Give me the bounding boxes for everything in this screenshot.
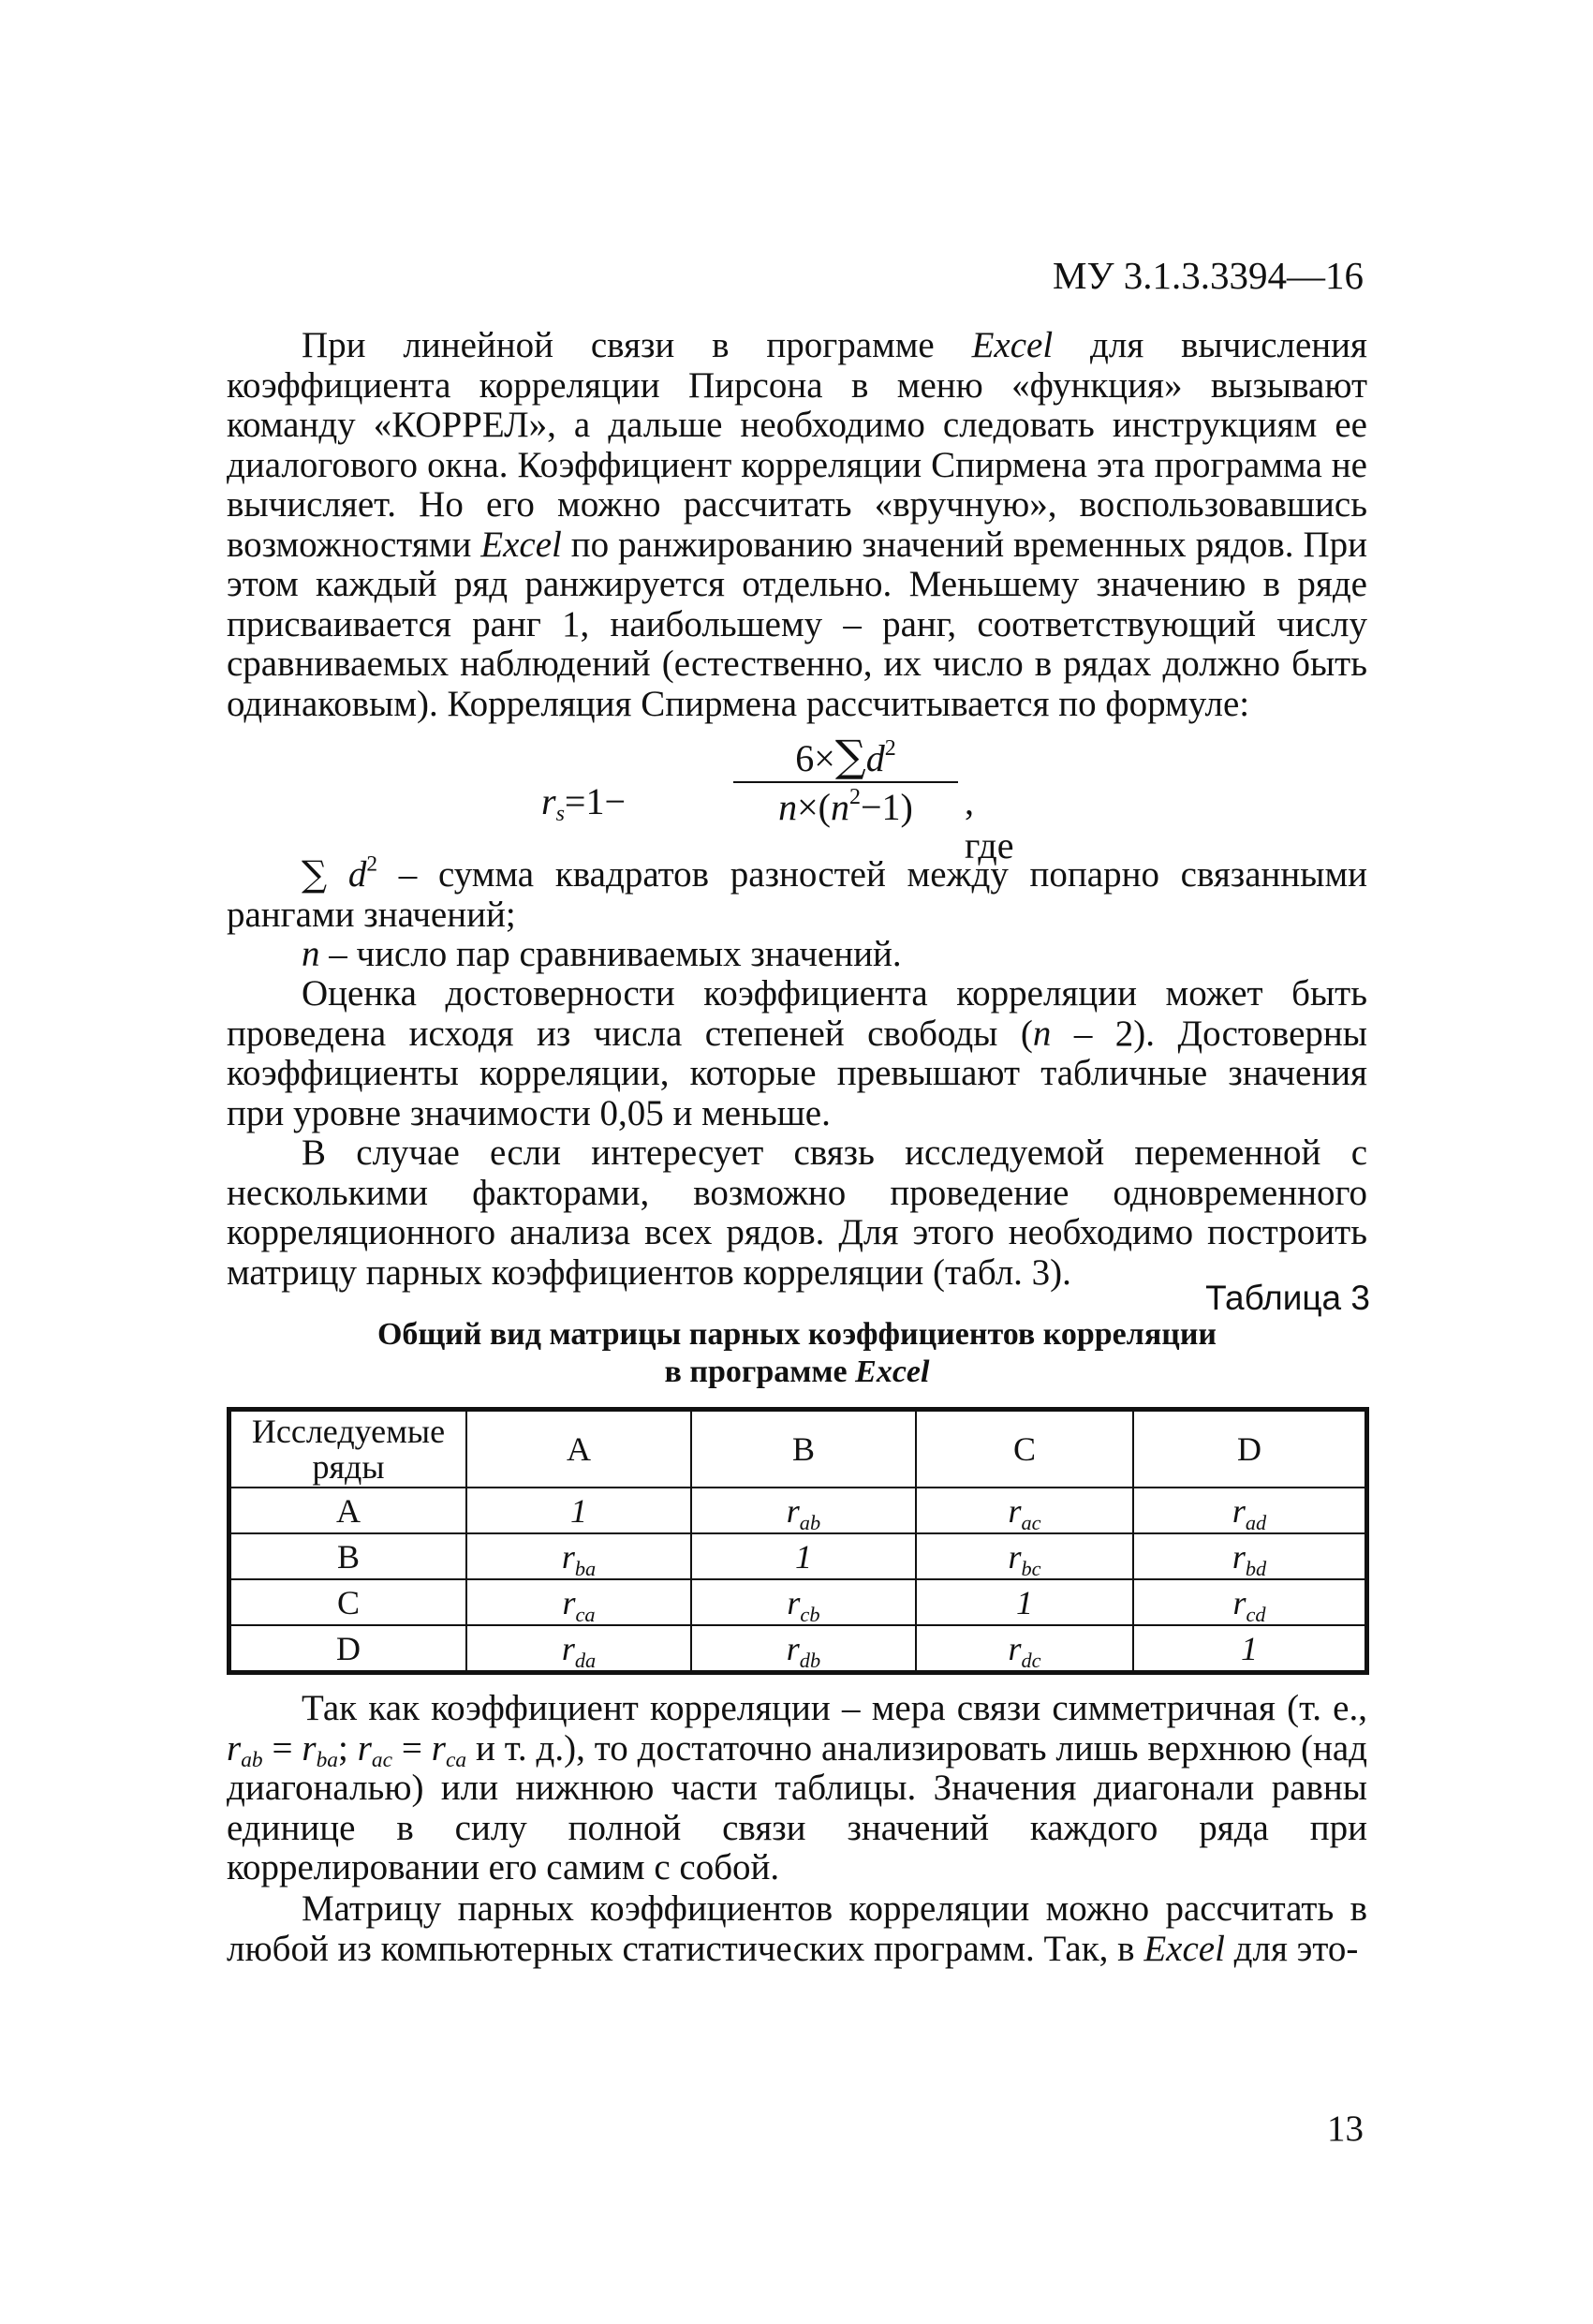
spearman-formula bbox=[541, 731, 1028, 866]
definition-sum-d2: ∑ $d^2$ – сумма квадратов разностей между попарно связанными рангами значений; bbox=[227, 851, 1367, 935]
matrix-cell: $r_{bd}$ bbox=[1133, 1533, 1366, 1579]
table-header-cell: B bbox=[691, 1410, 916, 1488]
row-label: A bbox=[229, 1488, 467, 1533]
table-header-cell: C bbox=[916, 1410, 1133, 1488]
matrix-cell: $r_{ba}$ bbox=[466, 1533, 691, 1579]
row-label: D bbox=[229, 1625, 467, 1673]
paragraph-programs: Матрицу парных коэффициентов корреляции можно рассчитать в любой из компьютерных статистических программ. Так, в Excel для это- bbox=[227, 1888, 1367, 1969]
table-row bbox=[229, 1625, 1367, 1673]
formula-denominator: $n\times(n^2-1)$ bbox=[778, 785, 913, 828]
matrix-cell: 1 bbox=[691, 1533, 916, 1579]
matrix-cell: $r_{dc}$ bbox=[916, 1625, 1133, 1673]
row-label: B bbox=[229, 1533, 467, 1579]
matrix-cell: $r_{ac}$ bbox=[916, 1488, 1133, 1533]
table-header-cell: Исследуемые ряды bbox=[229, 1410, 467, 1488]
table-header-cell: D bbox=[1133, 1410, 1366, 1488]
paragraph-matrix-intro: В случае если интересует связь исследуемой переменной с несколькими факторами, возможно проведение одновременного корреляционного анализа всех рядов. Для этого необходимо построить матрицу парных коэффициентов корреляции (табл. 3). bbox=[227, 1132, 1367, 1293]
formula-fraction-bar bbox=[733, 781, 958, 783]
formula-lhs: $r_s=1-$ bbox=[541, 780, 627, 827]
correlation-matrix-table bbox=[227, 1407, 1369, 1675]
table-row bbox=[229, 1579, 1367, 1625]
definition-n: n – число пар сравниваемых значений. bbox=[302, 934, 902, 974]
matrix-cell: 1 bbox=[916, 1579, 1133, 1625]
matrix-cell: $r_{cd}$ bbox=[1133, 1579, 1366, 1625]
matrix-cell: 1 bbox=[466, 1488, 691, 1533]
matrix-cell: $r_{ab}$ bbox=[691, 1488, 916, 1533]
matrix-cell: $r_{bc}$ bbox=[916, 1533, 1133, 1579]
page-number: 13 bbox=[1327, 2109, 1364, 2149]
paragraph-significance: Оценка достоверности коэффициента корреляции может быть проведена исходя из числа степеней свободы (n – 2). Достоверны коэффициенты корреляции, которые превышают табличные значения при уровне значимости 0,05 и меньше. bbox=[227, 973, 1367, 1133]
matrix-cell: $r_{ad}$ bbox=[1133, 1488, 1366, 1533]
row-label: C bbox=[229, 1579, 467, 1625]
formula-where: , где bbox=[965, 780, 1014, 866]
table-title: Общий вид матрицы парных коэффициентов корреляции в программе Excel bbox=[376, 1317, 1217, 1389]
table-header-cell: A bbox=[466, 1410, 691, 1488]
document-code: МУ 3.1.3.3394—16 bbox=[1053, 254, 1364, 297]
table-row bbox=[229, 1488, 1367, 1533]
table-header-row bbox=[229, 1410, 1367, 1488]
matrix-cell: $r_{db}$ bbox=[691, 1625, 916, 1673]
formula-numerator: $6\times\sum d^2$ bbox=[795, 731, 896, 781]
matrix-cell: 1 bbox=[1133, 1625, 1366, 1673]
matrix-cell: $r_{da}$ bbox=[466, 1625, 691, 1673]
table-row bbox=[229, 1533, 1367, 1579]
matrix-cell: $r_{cb}$ bbox=[691, 1579, 916, 1625]
paragraph-pearson-spearman: При линейной связи в программе Excel для вычисления коэффициента корреляции Пирсона в меню «функция» вызывают команду «КОРРЕЛ», а дальше необходимо следовать инструкциям ее диалогового окна. Коэффициент корреляции Спирмена эта программа не вычисляет. Но его можно рассчитать «вручную», воспользовавшись возможностями Excel по ранжированию значений временных рядов. При этом каждый ряд ранжируется отдельно. Меньшему значению в ряде присваивается ранг 1, наибольшему – ранг, соответствующий числу сравниваемых наблюдений (естественно, их число в рядах должно быть одинаковым). Корреляция Спирмена рассчитывается по формуле: bbox=[227, 325, 1367, 724]
table-label: Таблица 3 bbox=[1205, 1279, 1370, 1317]
matrix-cell: $r_{ca}$ bbox=[466, 1579, 691, 1625]
paragraph-symmetry: Так как коэффициент корреляции – мера связи симметричная (т. е., $r_{ab} = r_{ba}$; $r_{ac} = r_{ca}$ и т. д.), то достаточно анализировать лишь верхнюю (над диагональю) или нижнюю части таблицы. Значения диагонали равны единице в силу полной связи значений каждого ряда при коррелировании его самим с собой. bbox=[227, 1688, 1368, 1887]
